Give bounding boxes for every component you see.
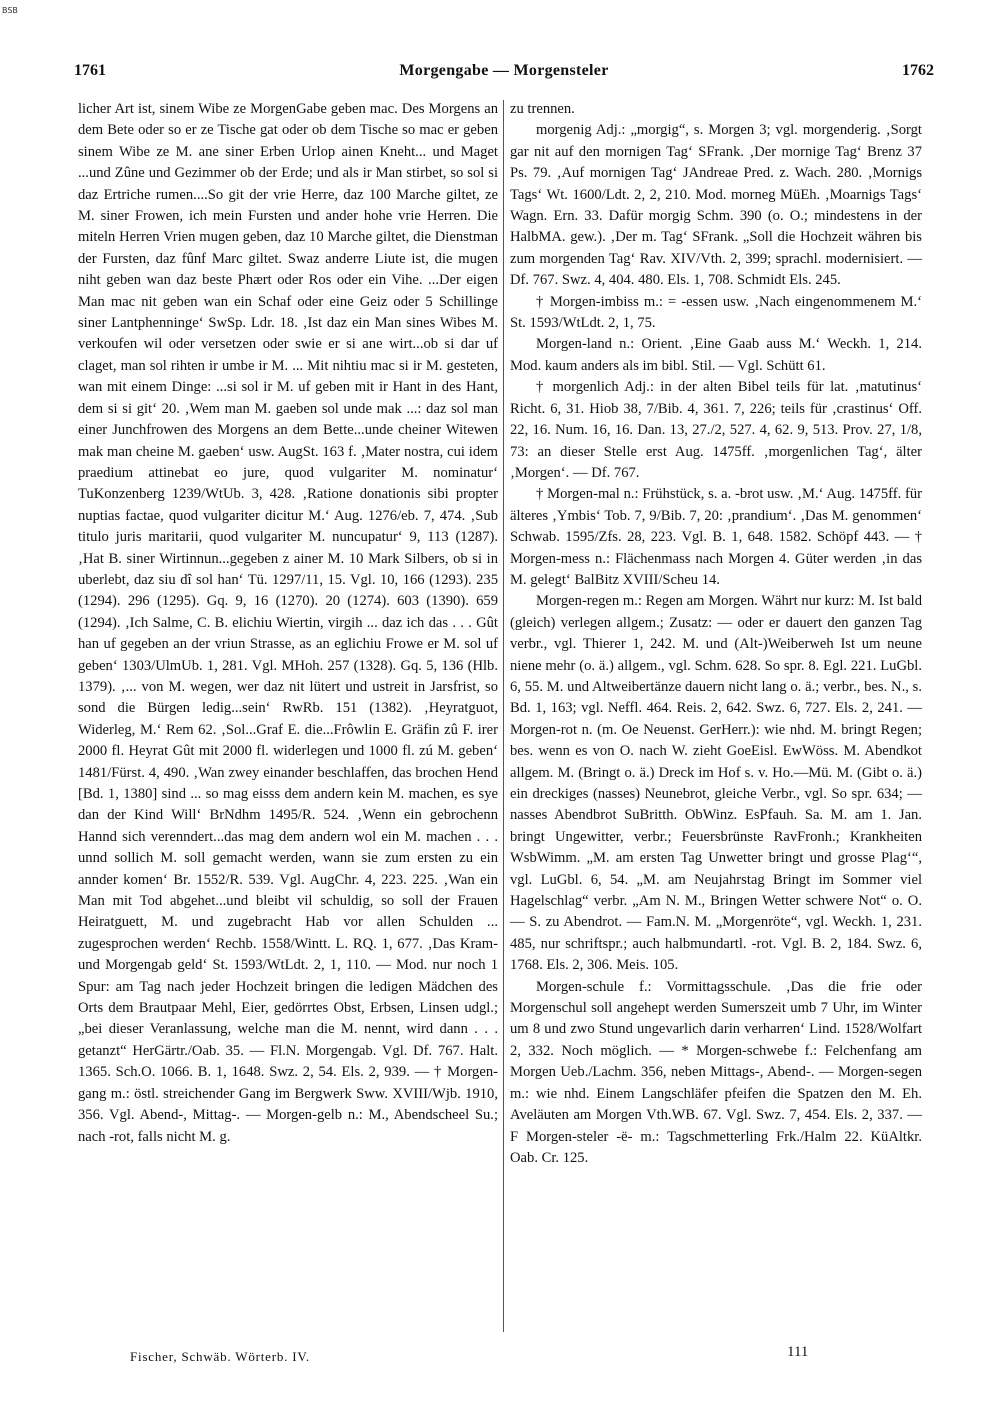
entry-morgen-schule: Morgen-schule f.: Vormittagsschule. ‚Das die frie oder Morgenschul soll angehept werden Sumerszeit umb 7 Uhr, im Winter um 8 und zwo Stund ungevarlich darin verharren‘ Lind. 1528/Wolfart 2, 332. Noch möglich. — * Morgen-schwebe f.: Felchenfang am Morgen Ueb./Lachm. 356, neben Mittags-, Abend-. — Morgen-segen m.: wie nhd. Einem Langschläfer pfeifen die Spatzen den M. Eh. Aveläuten am Morgen Vth.WB. 67. Vgl. Swz. 7, 454. Els. 2, 337. — F Morgen-steler -ë- m.: Tagschmetterling Frk./Halm 22. KüAltkr. Oab. Cr. 125. xyxy=(510,978,922,1166)
page-number-right: 1762 xyxy=(902,62,934,79)
entry-morgenlich: † morgenlich Adj.: in der alten Bibel teils für lat. ‚matutinus‘ Richt. 6, 31. Hiob 38, 7/Bib. 4, 361. 7, 226; teils für ‚crastinus‘ Off. 22, 16. Num. 16, 16. Dan. 13, 27./2, 527. 4, 62. 9, 513. Prov. 27, 1/8, 73: an dieser Stelle erst Aug. 1475ff. ‚morgenlichen Tag‘, älter ‚Morgen‘. — Df. 767. xyxy=(510,379,922,481)
entry-morgen-regen: Morgen-regen m.: Regen am Morgen. Währt nur kurz: M. Ist bald (gleich) verlegen allgem.; Zusatz: — oder er dauert den ganzen Tag verbr., vgl. Thierer 1, 242. M. und (Alt-)Weiberweh Ist um neune niene mehr (o. ä.) allgem., vgl. Schm. 628. So spr. 8. Egl. 221. LuGbl. 6, 55. M. und Altweibertänze dauern nicht lang o. ä.; verbr., bes. N., s. Bd. 1, 163; vgl. Neffl. 464. Reis. 2, 642. Swz. 6, 727. Els. 2, 241. — Morgen-rot n. (m. Oe Neuenst. GerHerr.): wie nhd. M. bringt Regen; bes. wenn es von O. nach W. zieht GoeEisl. EwWöss. M. Abendkot allgem. M. (Bringt o. ä.) Dreck im Hof s. v. Ho.—Mü. M. (Gibt o. ä.) ein dreckiges (nasses) Neunebrot, gleiche Verbr., vgl. So spr. 634; — nasses Abendbrot SuBritth. ObWinz. EsPfauh. Sa. M. am 1. Jan. bringt Ungewitter, verbr.; Feuersbrünste RavFronh.; Krankheiten WsbWimm. „M. am ersten Tag Unwetter bringt und grosse Plag‘“, vgl. LuGbl. 6, 54. „M. am Neujahrstag Bringt im Sommer viel Hagelschlag“ verbr. „Am N. M., Bringen Wetter schwere Not“ o. O. — S. zu Abendrot. — Fam.N. M. „Morgenröte“, vgl. Weckh. 1, 231. 485, nur schriftspr.; auch halbmundartl. -rot. Vgl. B. 2, 184. Swz. 6, 1768. Els. 2, 306. Meis. 105. xyxy=(510,593,922,974)
column-divider xyxy=(503,100,504,1332)
page-number-left: 1761 xyxy=(74,62,106,79)
footer-author: Fischer, Schwäb. Wörterb. IV. xyxy=(130,1349,310,1364)
library-stamp: BSB xyxy=(2,6,18,15)
entry-morgen-land: Morgen-land n.: Orient. ‚Eine Gaab auss M.‘ Weckh. 1, 214. Mod. kaum anders als im bibl. Stil. — Vgl. Schütt 61. xyxy=(510,336,922,374)
entry-morgen-mal: † Morgen-mal n.: Frühstück, s. a. -brot usw. ‚M.‘ Aug. 1475ff. für älteres ‚Ymbis‘ Tob. 7, 9/Bib. 7, 20: ‚prandium‘. ‚Das M. genommen‘ Schwab. 1595/Zfs. 28, 223. Vgl. B. 1, 648. 1582. Schöpf 443. — † Morgen-mess n.: Flächenmass nach Morgen 4. Güter werden ‚in das M. gelegt‘ BalBitz XVIII/Scheu 14. xyxy=(510,486,922,588)
running-title: Morgengabe — Morgensteler xyxy=(399,62,609,79)
left-column xyxy=(78,99,498,1148)
entry-continuation: zu trennen. xyxy=(510,101,575,117)
entry-morgenig: morgenig Adj.: „morgig“, s. Morgen 3; vgl. morgenderig. ‚Sorgt gar nit auf den mornigen Tag‘ SFrank. ‚Der mornige Tag‘ Brenz 37 Ps. 79. ‚Auf mornigen Tag‘ JAndreae Pred. z. Wach. 280. ‚Mornigs Tags‘ Wt. 1600/Ldt. 2, 2, 210. Mod. morneg MüEh. ‚Moarnigs Tags‘ Wagn. Ern. 33. Dafür morgig Schm. 390 (o. O.; mindestens in der HalbMA. gew.). ‚Der m. Tag‘ SFrank. „Soll die Hochzeit währen bis zum morgenden Tag‘ Rav. XIV/Vth. 2, 399; sprachl. modernisiert. — Df. 767. Swz. 4, 404. 480. Els. 1, 708. Schmidt Els. 245. xyxy=(510,122,922,289)
right-column xyxy=(510,99,922,1169)
entry-morgen-imbiss: † Morgen-imbiss m.: = -essen usw. ‚Nach eingenommenem M.‘ St. 1593/WtLdt. 2, 1, 75. xyxy=(510,293,922,332)
footer-signature: 111 xyxy=(787,1344,809,1360)
left-column-text: licher Art ist, sinem Wibe ze MorgenGabe geben mac. Des Morgens an dem Bete oder so er ze Tische gat oder ob dem Tische so mac er geben sinem Wibe ze M. ane siner Erben Urlop ainen Kneht... und Maget ...und Zûne und Gezimmer ob der Erde; und als ir Man stirbet, so sol si daz Ertriche rumen....So git der vrie Herre, daz 100 Marche giltet, ze M. siner Frowen, ich mein Fursten und ander hohe vrie Herren. Die miteln Herren Vrien mugen geben, daz 10 Marche giltet, die Dienstman der Fursten, daz fûnf Marc giltet. Swaz anderre Liute ist, die mugen niht geben wan daz beste Phært oder Ros oder ein Vihe. ...Der eigen Man mac nit geben wan ein Schaf oder eine Geiz oder 5 Schillinge siner Lantphenninge‘ SwSp. Ldr. 18. ‚Ist daz ein Man sines Wibes M. verkoufen wil oder versetzen oder swie er si ane wirt...ob si dar uf claget, man sol rihten ir umbe ir M. ... Mit nihtiu mac si ir M. gesteten, wan mit einem Dinge: ...si sol ir M. uf geben mit ir Hant in des Hant, dem si si git‘ 20. ‚Wem man M. gaeben sol unde mak ...: daz sol man einer Junchfrowen des Morgens an dem Bette...unde cheiner Witewen mak man cheine M. gaeben‘ usw. AugSt. 163 f. ‚Mater nostra, cui idem praedium attinebat eo jure, quod vulgariter M. nominatur‘ TuKonzenberg 1239/WtUb. 3, 428. ‚Ratione donationis sibi propter nuptias factae, quod vulgariter dicitur M.‘ Aug. 1276/eb. 7, 474. ‚Sub titulo juris maritarii, quod vulgariter M. nuncupatur‘ 9, 113 (1287). ‚Hat B. siner Wirtinnun...gegeben z ainer M. 10 Mark Silbers, ob si in uberlebt, daz siu dî sol han‘ Tü. 1297/11, 15. Vgl. 10, 166 (1293). 235 (1294). 296 (1295). Gq. 9, 16 (1270). 20 (1274). 603 (1390). 659 (1294). ‚Ich Salme, C. B. elichiu Wiertin, virgih ... daz ich das . . . Gût han uf gegeben an der vriun Strasse, as an eglichiu Frowe er M. sol uf geben‘ 1303/UlmUb. 1, 281. Vgl. MHoh. 257 (1328). Gq. 5, 136 (Hlb. 1379). ‚... von M. wegen, wer daz nit lütert und ustreit in Jarsfrist, so sond die Bürgen ledig...sein‘ RwRb. 151 (1382). ‚Heyratguot, Widerleg, M.‘ Rem 62. ‚Sol...Graf E. die...Frôwlin E. Gräfin zû F. irer 2000 fl. Heyrat Gût mit 2000 fl. widerlegen und 1000 fl. zú M. geben‘ 1481/Fürst. 4, 490. ‚Wan zwey einander beschlaffen, das brochen Hend [Bd. 1, 1380] sind ... so mag eisss dem andern kein M. machen, es sye dan der Kind Will‘ BrNdhm 1495/R. 524. ‚Wenn ein gebrochenn Hannd sich verenndert...das mag dem andern wol ein M. machen . . . unnd sollich M. soll gemacht werden, wann sie zum ersten zu ein annder komen‘ Br. 1552/R. 539. Vgl. AugChr. 4, 223. 225. ‚Wan ein Man mit Tod abgehet...und bleibt vil schuldig, so soll der Frauen Heiratguett, M. und zugebracht Hab vor allen Schulden ... zugesprochen werden‘ Rechb. 1558/Wintt. L. RQ. 1, 677. ‚Das Kram- und Morgengab geld‘ St. 1593/WtLdt. 2, 1, 110. — Mod. nur noch 1 Spur: am Tag nach jeder Hochzeit bringen die ledigen Mädchen des Orts dem Brautpaar Mehl, Eier, gedörrtes Obst, Erbsen, Linsen udgl.; „bei dieser Veranlassung, welche man die M. nennt, wird dann . . . getanzt“ HerGärtr./Oab. 35. — Fl.N. Morgengab. Vgl. Df. 767. Halt. 1365. Sch.O. 1066. B. 1, 1648. Swz. 2, 54. Els. 2, 939. — † Morgen-gang m.: östl. streichender Gang im Bergwerk Sww. XVIII/Wjb. 1910, 356. Vgl. Abend-, Mittag-. — Morgen-gelb n.: M., Abendscheel Su.; nach -rot, falls nicht M. g. xyxy=(78,101,498,1145)
page-header xyxy=(74,62,934,86)
